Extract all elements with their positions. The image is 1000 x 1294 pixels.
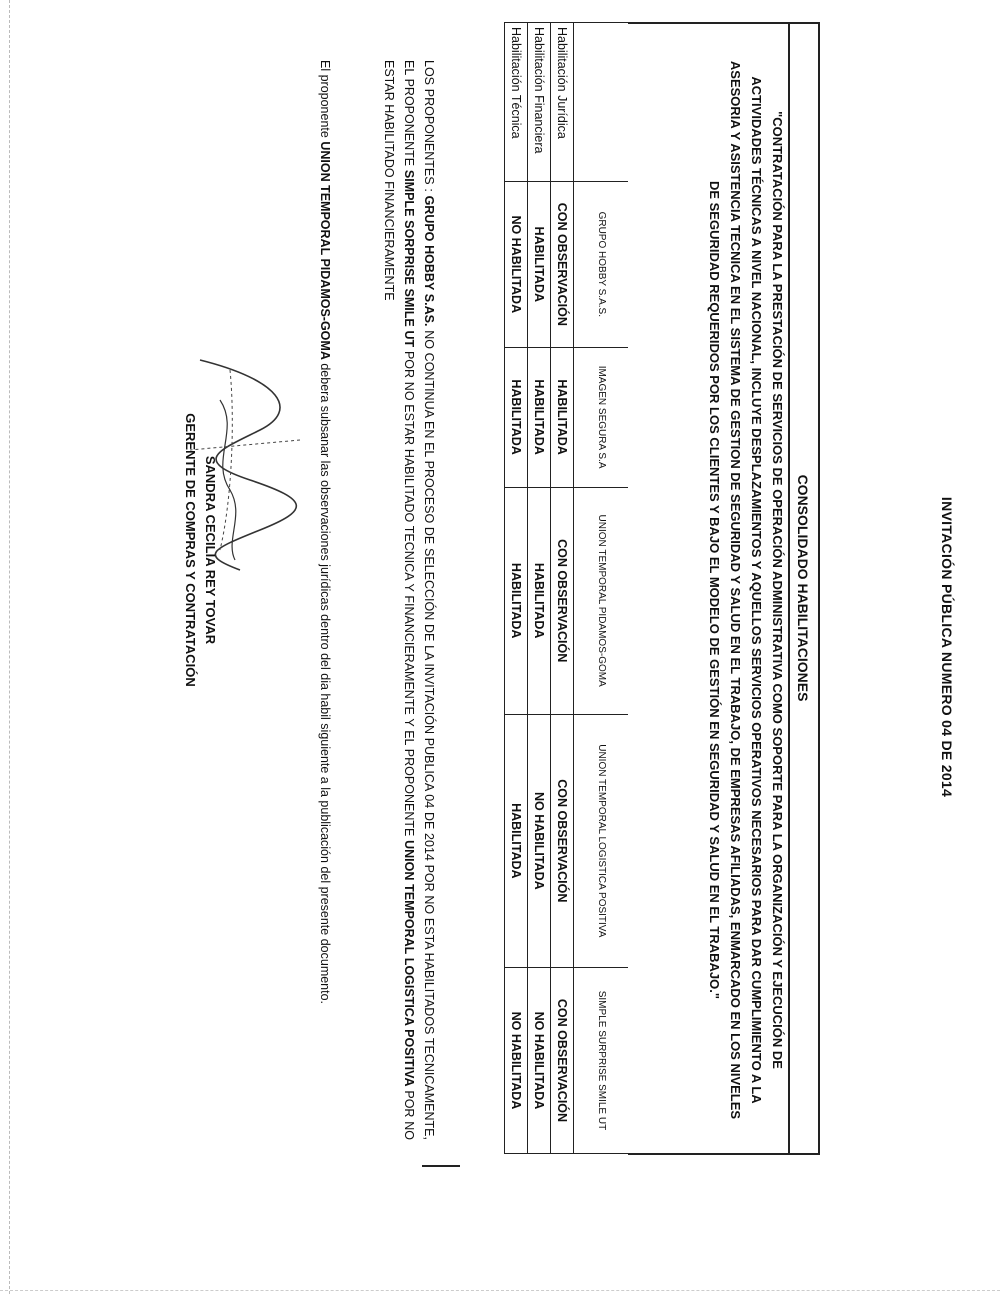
note-text: POR NO ESTAR HABILITADO TECNICA Y FINANCIERAMENTE Y EL PROPONENTE — [402, 350, 416, 837]
note-proponent: UNION TEMPORAL LOGISTICA POSITIVA — [402, 840, 416, 1087]
row-label: Habilitación Financiera — [528, 23, 551, 182]
section-heading: CONSOLIDADO HABILITACIONES — [795, 474, 811, 702]
note-text: LOS PROPONENTES : — [422, 60, 436, 192]
proponent-observation-note — [318, 60, 332, 1160]
description-line: DE SEGURIDAD REQUERIDOS POR LOS CLIENTES Y BAJO EL MODELO DE GESTIÓN EN SEGURIDAD Y SALUD EN EL TRABAJO." — [707, 180, 722, 1000]
table-cell: HABILITADA — [528, 182, 551, 348]
column-header: SIMPLE SURPRISE SMILE UT — [574, 967, 629, 1153]
signer-role: GERENTE DE COMPRAS Y CONTRATACIÓN — [183, 413, 198, 687]
table-cell: HABILITADA — [505, 347, 528, 487]
table-row — [528, 23, 551, 1154]
table-cell: NO HABILITADA — [505, 967, 528, 1153]
note-text: debera subsanar las observaciones jurídicas dentro del dia habil siguiente a la publicación del presente documento. — [318, 363, 332, 1005]
description-line: "CONTRATACIÓN PARA LA PRESTACIÓN DE SERVICIOS DE OPERACIÓN ADMINISTRATIVA COMO SOPORTE PARA LA ORGANIZACIÓN Y EJECUCIÓN DE — [770, 111, 785, 1069]
column-header: UNION TEMPORAL PIDAMOS-GOMA — [574, 487, 629, 714]
row-label: Habilitación Técnica — [505, 23, 528, 182]
invitation-title: INVITACIÓN PÚBLICA NUMERO 04 DE 2014 — [939, 496, 955, 798]
proponents-note — [379, 60, 439, 1140]
table-cell: HABILITADA — [505, 487, 528, 714]
table-cell: HABILITADA — [528, 347, 551, 487]
table-cell: CON OBSERVACIÓN — [551, 487, 574, 714]
header-empty-cell — [574, 23, 629, 182]
description-line: ACTIVIDADES TÉCNICAS A NIVEL NACIONAL, INCLUYE DESPLAZAMIENTOS Y AQUELLOS SERVICIOS OPERATIVOS NECESARIOS PARA DAR CUMPLIMIENTO A LA — [749, 76, 764, 1104]
table-cell: CON OBSERVACIÓN — [551, 182, 574, 348]
description-line: ASESORIA Y ASISTENCIA TECNICA EN EL SISTEMA DE GESTION DE SEGURIDAD Y SALUD EN EL TRABAJO, DE EMPRESAS AFILIADAS, ENMARCADO EN LOS NIVELES — [728, 60, 743, 1120]
table-cell: HABILITADA — [528, 487, 551, 714]
note-text: NO CONTINUA EN EL PROCESO DE SELECCIÓN DE LA INVITACIÓN PUBLICA 04 DE 2014 POR NO ESTA HABILITADOS TECNICAMENTE, EL PROPONENTE — [402, 60, 436, 1140]
column-header: GRUPO HOBBY S.A.S. — [574, 182, 629, 348]
table-row — [551, 23, 574, 1154]
table-cell: HABILITADA — [551, 347, 574, 487]
contract-description — [704, 40, 788, 1140]
note-text: POR NO ESTAR HABILITADO FINANCIERAMENTE — [382, 60, 416, 1140]
note-proponent: SIMPLE SORPRISE SMILE UT — [402, 169, 416, 348]
note-text: El proponente — [318, 60, 332, 138]
table-row — [505, 23, 528, 1154]
column-header: IMAGEN SEGURA S.A — [574, 347, 629, 487]
table-cell: NO HABILITADA — [528, 714, 551, 967]
table-cell: HABILITADA — [505, 714, 528, 967]
frame-top-line — [818, 22, 820, 1154]
table-cell: CON OBSERVACIÓN — [551, 714, 574, 967]
habilitation-table — [504, 22, 628, 1154]
table-cell: CON OBSERVACIÓN — [551, 967, 574, 1153]
scan-edge — [0, 1290, 1000, 1291]
table-cell: NO HABILITADA — [505, 182, 528, 348]
row-label: Habilitación Jurídica — [551, 23, 574, 182]
margin-mark — [422, 1165, 460, 1167]
table-header-row — [574, 23, 629, 1154]
note-proponent: GRUPO HOBBY S.AS. — [422, 195, 436, 327]
scan-edge — [9, 0, 10, 1294]
signature-block — [180, 200, 220, 900]
table-cell: NO HABILITADA — [528, 967, 551, 1153]
note-proponent: UNION TEMPORAL PIDAMOS-GOMA — [318, 141, 332, 360]
signer-name: SANDRA CECILIA REY TOVAR — [203, 455, 218, 645]
column-header: UNION TEMPORAL LOGISTICA POSITIVA — [574, 714, 629, 967]
